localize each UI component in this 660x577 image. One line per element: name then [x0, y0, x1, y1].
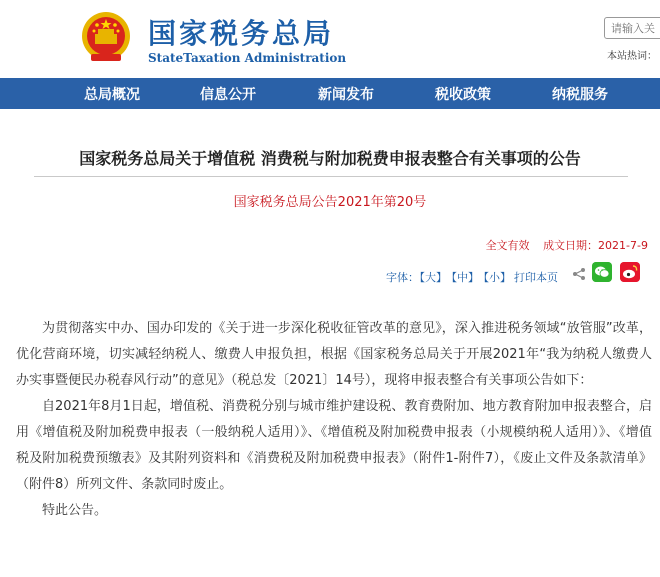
print-page-button[interactable]: 打印本页: [514, 271, 558, 284]
issue-date: 成文日期：2021-7-9: [543, 239, 648, 252]
main-nav: [0, 78, 660, 109]
weibo-share-icon[interactable]: [620, 262, 640, 282]
nav-item-overview[interactable]: 总局概况: [84, 87, 140, 103]
validity-status: 全文有效: [485, 239, 530, 252]
document-number: 国家税务总局公告2021年第20号: [233, 195, 427, 210]
title-divider: [34, 176, 628, 177]
nav-item-news[interactable]: 新闻发布: [318, 87, 374, 103]
font-medium-button[interactable]: 【中】: [446, 271, 479, 284]
article-paragraph: 自2021年8月1日起，增值税、消费税分别与城市维护建设税、教育费附加、地方教育附加申报表整合，启用《增值税及附加税费申报表（一般纳税人适用）》、《增值税及附加税费申报表（小规模纳税人适用）》、《增值税及附加税费预缴表》及其附列资料和《消费税及附加税费申报表》（附件1-附件7），《废止文件及条款清单》（附件8）所列文件、条款同时废止。: [16, 399, 652, 492]
hot-words-label: 本站热词：: [607, 51, 657, 62]
font-size-label: 字体：: [386, 271, 419, 284]
font-large-button[interactable]: 【大】: [414, 271, 447, 284]
font-small-button[interactable]: 【小】: [478, 271, 511, 284]
article-paragraph: 特此公告。: [42, 503, 108, 518]
article-body: [16, 316, 652, 524]
site-logo-title[interactable]: 国家税务总局: [148, 17, 335, 50]
national-emblem-icon[interactable]: [80, 10, 132, 64]
search-input[interactable]: [604, 17, 660, 39]
article-paragraph: 为贯彻落实中办、国办印发的《关于进一步深化税收征管改革的意见》，深入推进税务领域“放管服”改革，优化营商环境，切实减轻纳税人、缴费人申报负担，根据《国家税务总局关于开展2021年“我为纳税人缴费人办实事暨便民办税春风行动”的意见》（税总发〔2021〕14号），现将申报表整合有关事项公告如下：: [16, 321, 652, 388]
article-meta: [486, 237, 648, 253]
article-title: 国家税务总局关于增值税 消费税与附加税费申报表整合有关事项的公告: [79, 149, 581, 168]
site-header: [0, 0, 660, 78]
nav-item-tax-policy[interactable]: 税收政策: [435, 87, 491, 103]
site-logo-subtitle: StateTaxation Administration: [148, 51, 347, 65]
share-icon[interactable]: [572, 267, 586, 281]
nav-item-taxpayer-service[interactable]: 纳税服务: [552, 87, 608, 103]
wechat-share-icon[interactable]: [592, 262, 612, 282]
nav-item-info-disclosure[interactable]: 信息公开: [200, 87, 256, 103]
